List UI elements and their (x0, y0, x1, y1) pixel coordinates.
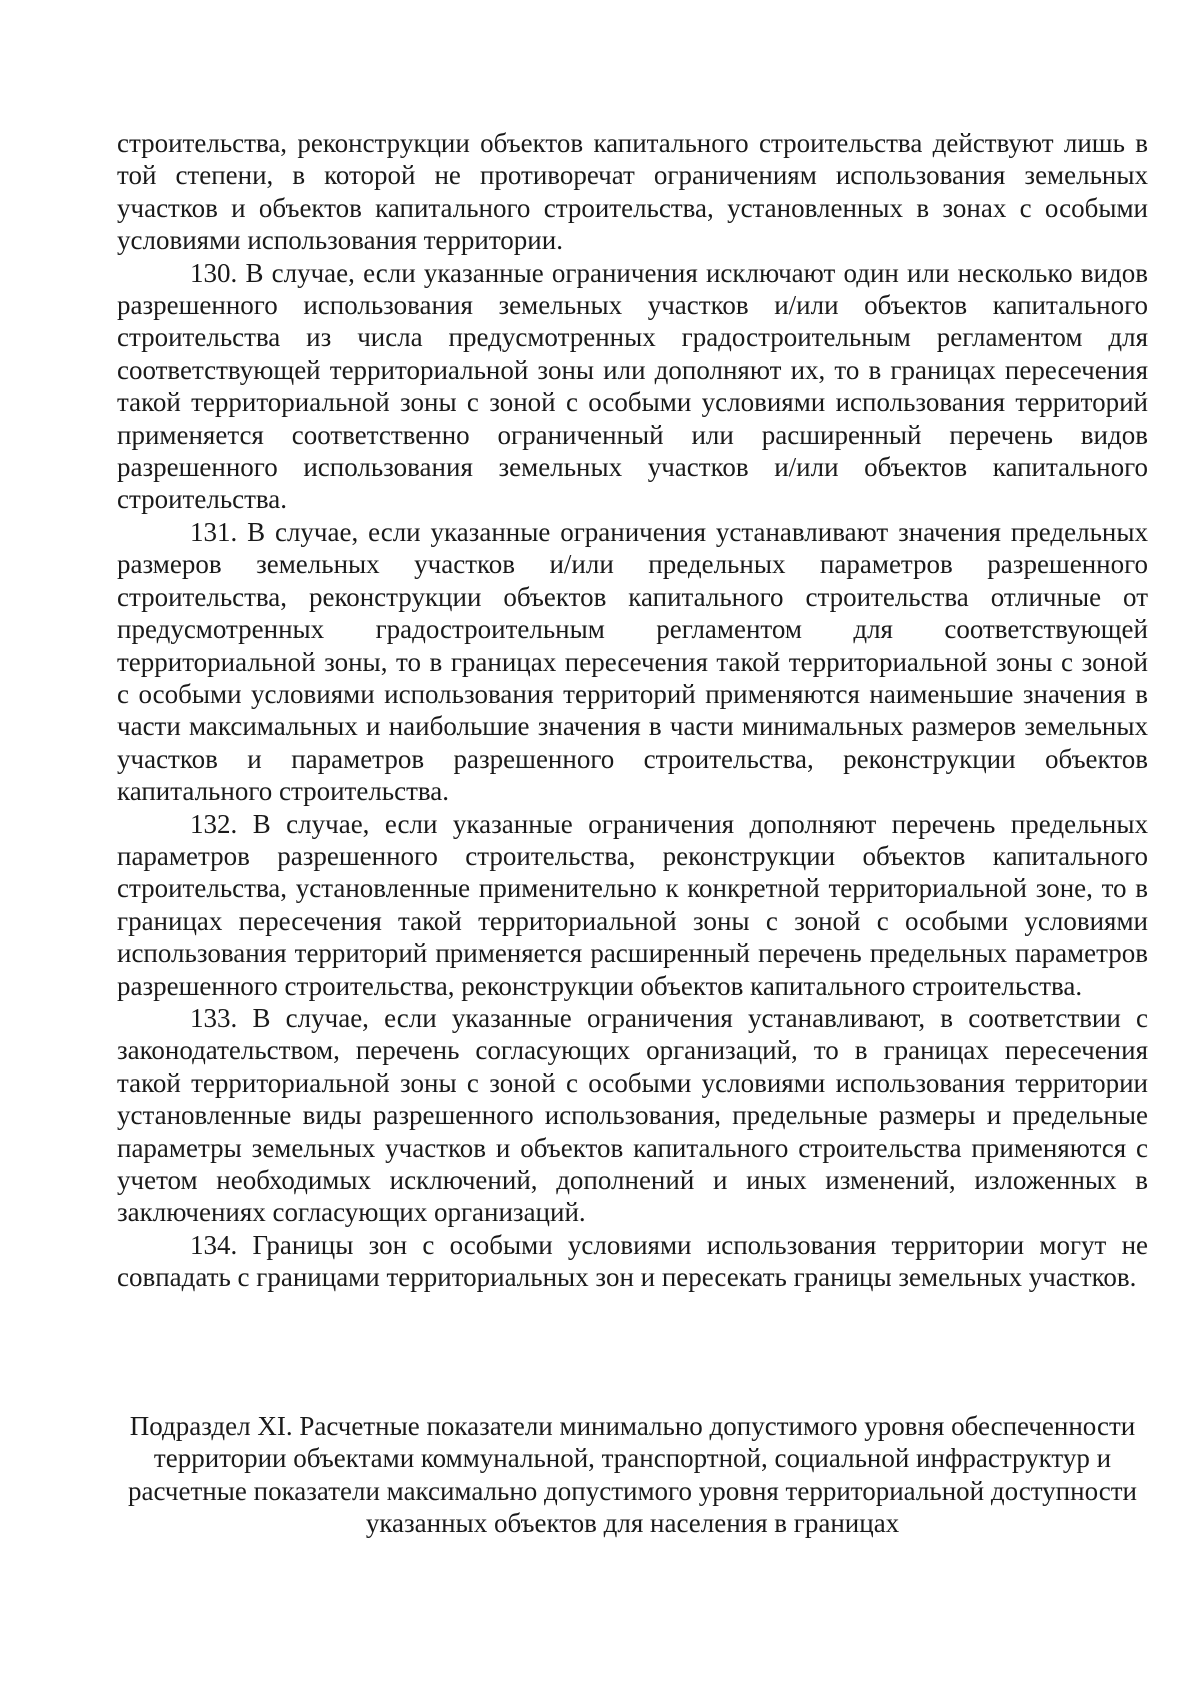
paragraph-133: 133. В случае, если указанные ограничения устанавливают, в соответствии с законодательством, перечень согласующих организаций, то в границах пересечения такой территориальной зоны с зоной с особыми условиями использования территории установленные виды разрешенного использования, предельные размеры и предельные параметры земельных участков и объектов капитального строительства применяются с учетом необходимых исключений, дополнений и иных изменений, изложенных в заключениях согласующих организаций. (117, 1002, 1148, 1228)
paragraph-130: 130. В случае, если указанные ограничения исключают один или несколько видов разрешенного использования земельных участков и/или объектов капитального строительства из числа предусмотренных градостроительным регламентом для соответствующей территориальной зоны или дополняют их, то в границах пересечения такой территориальной зоны с зоной с особыми условиями использования территорий применяется соответственно ограниченный или расширенный перечень видов разрешенного использования земельных участков и/или объектов капитального строительства. (117, 257, 1148, 515)
paragraph-134: 134. Границы зон с особыми условиями использования территории могут не совпадать с границами территориальных зон и пересекать границы земельных участков. (117, 1229, 1148, 1293)
paragraph-132: 132. В случае, если указанные ограничения дополняют перечень предельных параметров разрешенного строительства, реконструкции объектов капитального строительства, установленные применительно к конкретной территориальной зоне, то в границах пересечения такой территориальной зоны с зоной с особыми условиями использования территорий применяется расширенный перечень предельных параметров разрешенного строительства, реконструкции объектов капитального строительства. (117, 808, 1148, 1001)
paragraph-131: 131. В случае, если указанные ограничения устанавливают значения предельных размеров земельных участков и/или предельных параметров разрешенного строительства, реконструкции объектов капитального строительства отличные от предусмотренных градостроительным регламентом для соответствующей территориальной зоны, то в границах пересечения такой территориальной зоны с зоной с особыми условиями использования территорий применяются наименьшие значения в части максимальных и наибольшие значения в части минимальных размеров земельных участков и параметров разрешенного строительства, реконструкции объектов капитального строительства. (117, 516, 1148, 807)
subsection-heading: Подраздел XI. Расчетные показатели минимально допустимого уровня обеспеченности территории объектами коммунальной, транспортной, социальной инфраструктур и расчетные показатели максимально допустимого уровня территориальной доступности указанных объектов для населения в границах (128, 1411, 1137, 1539)
paragraph-continuation: строительства, реконструкции объектов капитального строительства действуют лишь в той степени, в которой не противоречат ограничениям использования земельных участков и объектов капитального строительства, установленных в зонах с особыми условиями использования территории. (117, 128, 1148, 256)
document-body (117, 127, 1148, 1294)
